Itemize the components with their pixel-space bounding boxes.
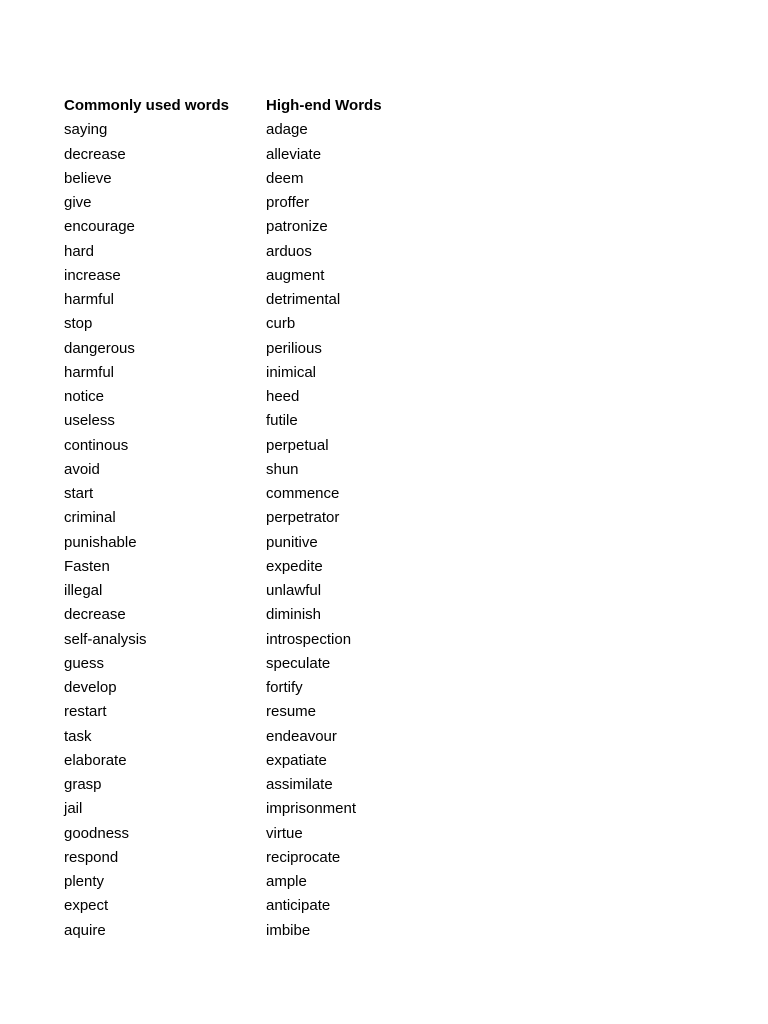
table-row	[64, 603, 466, 627]
table-row	[64, 797, 466, 821]
common-word-cell: criminal	[64, 509, 116, 527]
common-word-cell: aquire	[64, 921, 106, 939]
high-end-word-cell: unlawful	[266, 582, 322, 599]
high-end-word-cell: patronize	[266, 218, 328, 236]
common-word-cell: restart	[64, 703, 107, 721]
high-end-word-cell: expedite	[266, 557, 323, 575]
high-end-word-cell: inimical	[266, 363, 317, 381]
table-row	[64, 215, 466, 239]
table-row	[64, 579, 466, 603]
table-row	[64, 385, 466, 409]
table-row	[64, 555, 466, 579]
high-end-word-cell: perpetrator	[266, 509, 340, 527]
high-end-word-cell: deem	[266, 169, 304, 187]
table-row	[64, 870, 466, 894]
common-word-cell: self-analysis	[64, 630, 147, 648]
high-end-word-cell: anticipate	[266, 897, 331, 915]
table-row	[64, 191, 466, 215]
common-word-cell: decrease	[64, 145, 126, 163]
table-row	[64, 288, 466, 312]
common-word-cell: illegal	[64, 582, 103, 599]
common-word-cell: continous	[64, 436, 129, 454]
common-word-cell: goodness	[64, 824, 130, 842]
high-end-word-cell: punitive	[266, 533, 318, 551]
high-end-word-cell: introspection	[266, 630, 352, 648]
common-word-cell: task	[64, 727, 92, 745]
high-end-word-cell: perilious	[266, 339, 322, 357]
high-end-word-cell: imbibe	[266, 921, 311, 939]
common-word-cell: harmful	[64, 291, 115, 308]
table-header-row	[64, 94, 466, 118]
high-end-word-cell: alleviate	[266, 145, 322, 163]
table-row	[64, 773, 466, 797]
table-row	[64, 337, 466, 361]
common-word-cell: increase	[64, 266, 121, 284]
high-end-word-cell: futile	[266, 412, 298, 430]
high-end-word-cell: imprisonment	[266, 800, 357, 818]
common-word-cell: grasp	[64, 776, 102, 793]
high-end-word-cell: shun	[266, 460, 299, 478]
column-header-high-end-words: High-end Words	[266, 97, 382, 114]
high-end-word-cell: fortify	[266, 679, 303, 696]
table-row	[64, 749, 466, 773]
table-row	[64, 676, 466, 700]
common-word-cell: harmful	[64, 363, 115, 381]
table-row	[64, 628, 466, 652]
high-end-word-cell: resume	[266, 703, 317, 721]
table-row	[64, 482, 466, 506]
common-word-cell: saying	[64, 121, 108, 139]
table-row	[64, 894, 466, 918]
table-row	[64, 506, 466, 530]
common-word-cell: decrease	[64, 606, 126, 624]
table-row	[64, 312, 466, 336]
table-row	[64, 361, 466, 385]
table-row	[64, 264, 466, 288]
table-row	[64, 167, 466, 191]
high-end-word-cell: arduos	[266, 242, 312, 260]
common-word-cell: guess	[64, 654, 105, 672]
common-word-cell: encourage	[64, 218, 135, 236]
table-body	[64, 118, 466, 943]
common-word-cell: dangerous	[64, 339, 135, 357]
high-end-word-cell: commence	[266, 485, 340, 502]
common-word-cell: avoid	[64, 460, 100, 478]
table-row	[64, 458, 466, 482]
common-word-cell: Fasten	[64, 557, 110, 575]
table-row	[64, 143, 466, 167]
table-row	[64, 531, 466, 555]
table-row	[64, 725, 466, 749]
table-row	[64, 652, 466, 676]
table-row	[64, 846, 466, 870]
high-end-word-cell: speculate	[266, 654, 331, 672]
common-word-cell: respond	[64, 848, 119, 866]
common-word-cell: expect	[64, 897, 109, 915]
common-word-cell: start	[64, 485, 94, 502]
high-end-word-cell: reciprocate	[266, 848, 341, 866]
common-word-cell: plenty	[64, 873, 105, 890]
word-table	[64, 94, 466, 943]
high-end-word-cell: diminish	[266, 606, 322, 624]
high-end-word-cell: expatiate	[266, 751, 327, 769]
high-end-word-cell: curb	[266, 315, 296, 333]
high-end-word-cell: heed	[266, 388, 300, 405]
high-end-word-cell: adage	[266, 121, 308, 139]
table-row	[64, 240, 466, 264]
table-row	[64, 434, 466, 458]
common-word-cell: give	[64, 194, 92, 211]
common-word-cell: notice	[64, 388, 105, 405]
common-word-cell: stop	[64, 315, 93, 333]
high-end-word-cell: perpetual	[266, 436, 329, 454]
table-row	[64, 700, 466, 724]
common-word-cell: useless	[64, 412, 115, 430]
high-end-word-cell: ample	[266, 873, 307, 890]
column-header-common-words: Commonly used words	[64, 97, 230, 114]
common-word-cell: believe	[64, 169, 112, 187]
common-word-cell: jail	[64, 800, 83, 818]
high-end-word-cell: endeavour	[266, 727, 337, 745]
high-end-word-cell: augment	[266, 266, 325, 284]
table-row	[64, 919, 466, 943]
high-end-word-cell: proffer	[266, 194, 310, 211]
common-word-cell: develop	[64, 679, 117, 696]
high-end-word-cell: detrimental	[266, 291, 341, 308]
table-row	[64, 409, 466, 433]
common-word-cell: hard	[64, 242, 95, 260]
common-word-cell: elaborate	[64, 751, 127, 769]
table-row	[64, 822, 466, 846]
high-end-word-cell: assimilate	[266, 776, 333, 793]
table-row	[64, 118, 466, 142]
common-word-cell: punishable	[64, 533, 137, 551]
high-end-word-cell: virtue	[266, 824, 303, 842]
